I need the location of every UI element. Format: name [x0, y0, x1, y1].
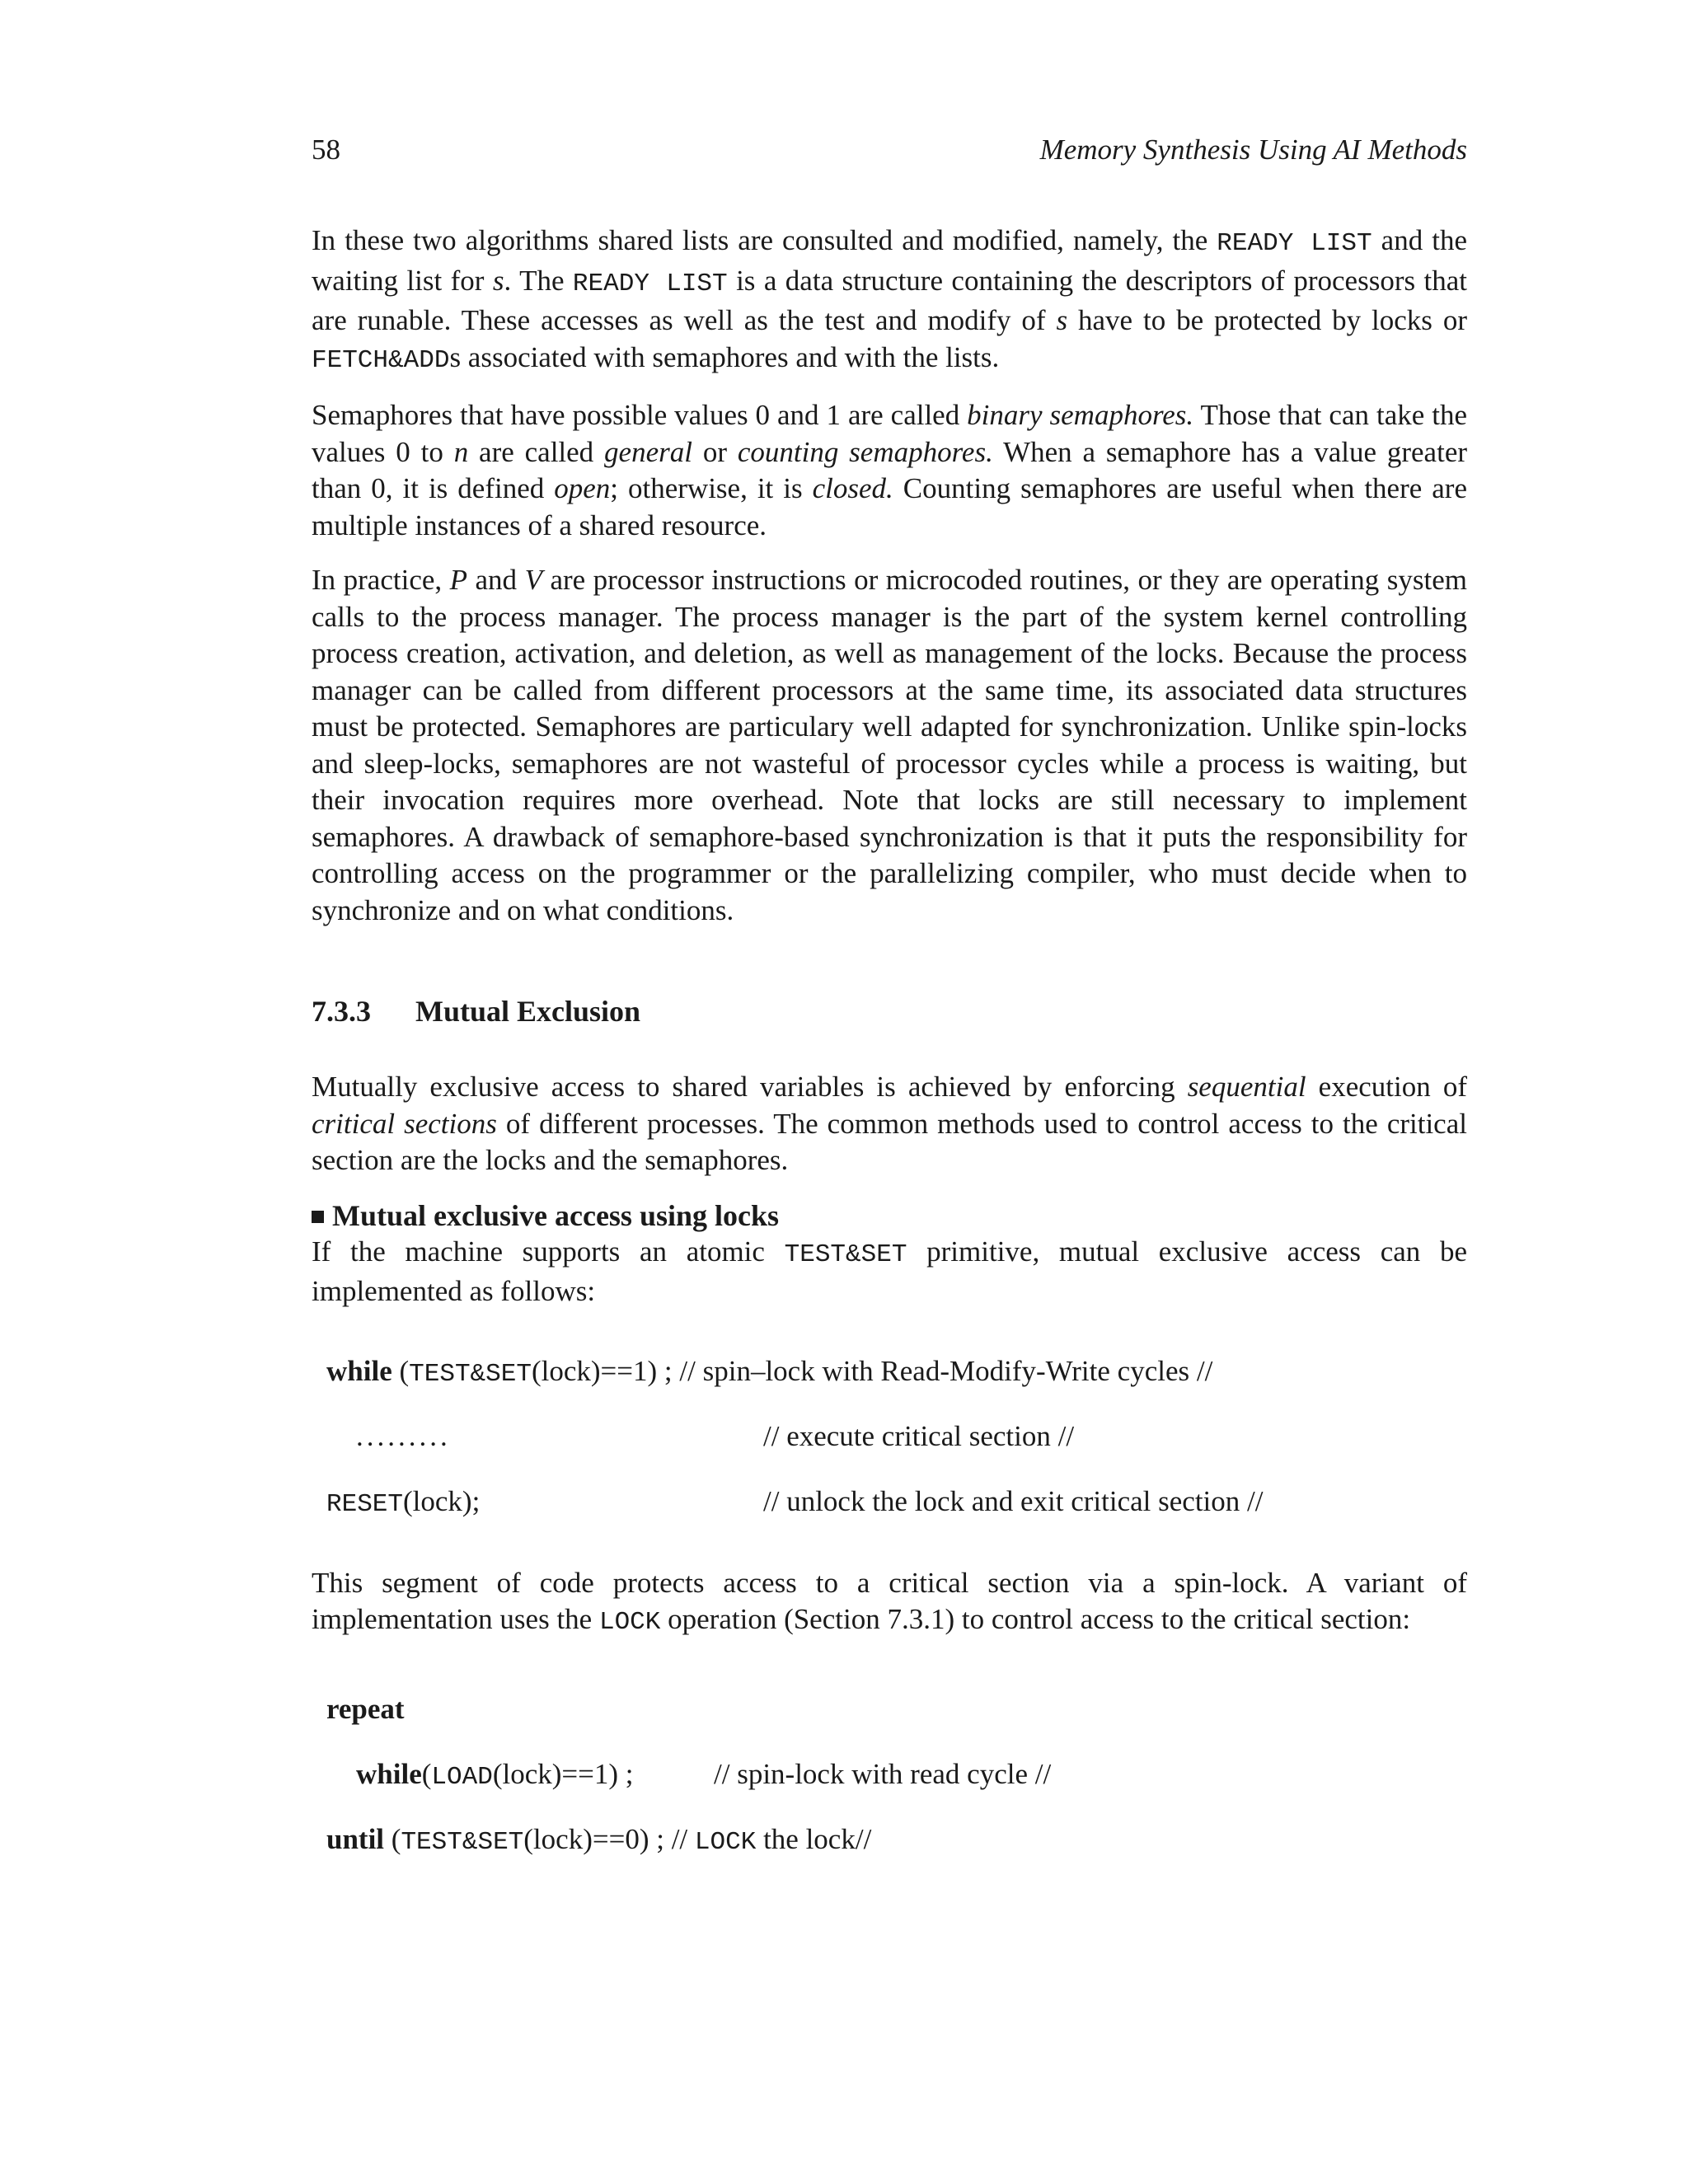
- code-term: TEST&SET: [409, 1359, 532, 1389]
- running-header: [312, 132, 1467, 168]
- emphasis: binary semaphores.: [967, 399, 1194, 431]
- bullet-heading: [312, 1197, 1467, 1234]
- document-page: [312, 132, 1467, 1858]
- page-number: 58: [312, 134, 340, 166]
- code-line: RESET(lock); // unlock the lock and exit critical section //: [326, 1484, 1264, 1519]
- paragraph-ready-list: In these two algorithms shared lists are consulted and modified, namely, the READY LIST and the waiting list for s. The READY LIST is a data structure containing the descriptors of processors that are runable. These accesses as well as the test and modify of s have to be protected by locks or FETCH&ADDs associated with semaphores and with the lists.: [312, 224, 1468, 375]
- section-number: 7.3.3: [312, 995, 371, 1028]
- code-keyword: while: [356, 1757, 422, 1790]
- emphasis: closed.: [812, 472, 893, 504]
- section-heading: [312, 993, 1467, 1029]
- paragraph-lock-variant: This segment of code protects access to a critical section via a spin-lock. A variant of implementation uses the LOCK operation (Section 7.3.1) to control access to the critical section:: [312, 1566, 1467, 1637]
- code-line: [326, 1691, 1467, 1727]
- code-term: READY LIST: [1217, 229, 1372, 258]
- bullet-heading-text: Mutual exclusive access using locks: [332, 1198, 780, 1232]
- code-comment: // execute critical section //: [763, 1419, 1075, 1452]
- code-line: until (TEST&SET(lock)==0) ; // LOCK the lock//: [326, 1822, 872, 1857]
- math-variable: P: [449, 564, 468, 596]
- emphasis: critical sections: [312, 1107, 497, 1140]
- square-bullet-icon: [312, 1211, 324, 1223]
- code-term: FETCH&ADD: [312, 345, 450, 375]
- code-term: TEST&SET: [784, 1240, 907, 1269]
- code-comment: // unlock the lock and exit critical section //: [763, 1484, 1264, 1517]
- code-keyword: until: [326, 1822, 385, 1855]
- code-term: READY LIST: [572, 269, 728, 298]
- code-block-repeat-until: [326, 1691, 1467, 1858]
- math-variable: n: [453, 435, 469, 468]
- ellipsis: .........: [356, 1419, 451, 1452]
- running-title: Memory Synthesis Using AI Methods: [1039, 134, 1467, 166]
- emphasis: sequential: [1187, 1071, 1306, 1103]
- paragraph-test-and-set: If the machine supports an atomic TEST&SET primitive, mutual exclusive access can be implemented as follows:: [312, 1235, 1467, 1307]
- code-keyword: while: [326, 1354, 392, 1387]
- code-term: LOCK: [694, 1827, 757, 1857]
- paragraph-mutual-exclusion: Mutually exclusive access to shared variables is achieved by enforcing sequential execution of critical sections of different processes. The common methods used to control access to the critical section are the locks and the semaphores.: [312, 1071, 1467, 1176]
- code-line: while (TEST&SET(lock)==1) ; // spin–lock with Read-Modify-Write cycles //: [326, 1354, 1213, 1389]
- emphasis: open: [554, 472, 611, 504]
- math-variable: s: [492, 264, 504, 297]
- paragraph-process-manager: In practice, P and V are processor instructions or microcoded routines, or they are operating system calls to the process manager. The process manager is the part of the system kernel controlling process creation, activation, and deletion, as well as management of the locks. Because the process manager can be called from different processors at the same time, its associated data structures must be protected. Semaphores are particulary well adapted for synchronization. Unlike spin-locks and sleep-locks, semaphores are not wasteful of processor cycles while a process is waiting, but their invocation requires more overhead. Note that locks are still necessary to implement semaphores. A drawback of semaphore-based synchronization is that it puts the responsibility for controlling access on the programmer or the parallelizing compiler, who must decide when to synchronize and on what conditions.: [312, 564, 1467, 926]
- code-term: RESET: [326, 1489, 404, 1519]
- code-keyword: repeat: [326, 1692, 405, 1725]
- code-line: while(LOAD(lock)==1) ; // spin-lock with read cycle //: [356, 1757, 1052, 1792]
- code-line: [326, 1418, 1467, 1455]
- code-block-spin-lock: [326, 1353, 1467, 1520]
- code-comment: // spin-lock with read cycle //: [714, 1757, 1052, 1790]
- code-term: LOCK: [598, 1608, 661, 1637]
- code-term: LOAD: [431, 1762, 493, 1792]
- math-variable: s: [1056, 304, 1068, 336]
- emphasis: counting semaphores.: [737, 435, 993, 468]
- math-variable: V: [524, 564, 542, 596]
- code-term: TEST&SET: [401, 1827, 524, 1857]
- paragraph-semaphore-types: Semaphores that have possible values 0 and 1 are called binary semaphores. Those that can take the values 0 to n are called general or counting semaphores. When a semaphore has a value greater than 0, it is defined open; otherwise, it is closed. Counting semaphores are useful when there are multiple instances of a shared resource.: [312, 399, 1468, 541]
- emphasis: general: [604, 435, 692, 468]
- section-title: Mutual Exclusion: [415, 995, 641, 1028]
